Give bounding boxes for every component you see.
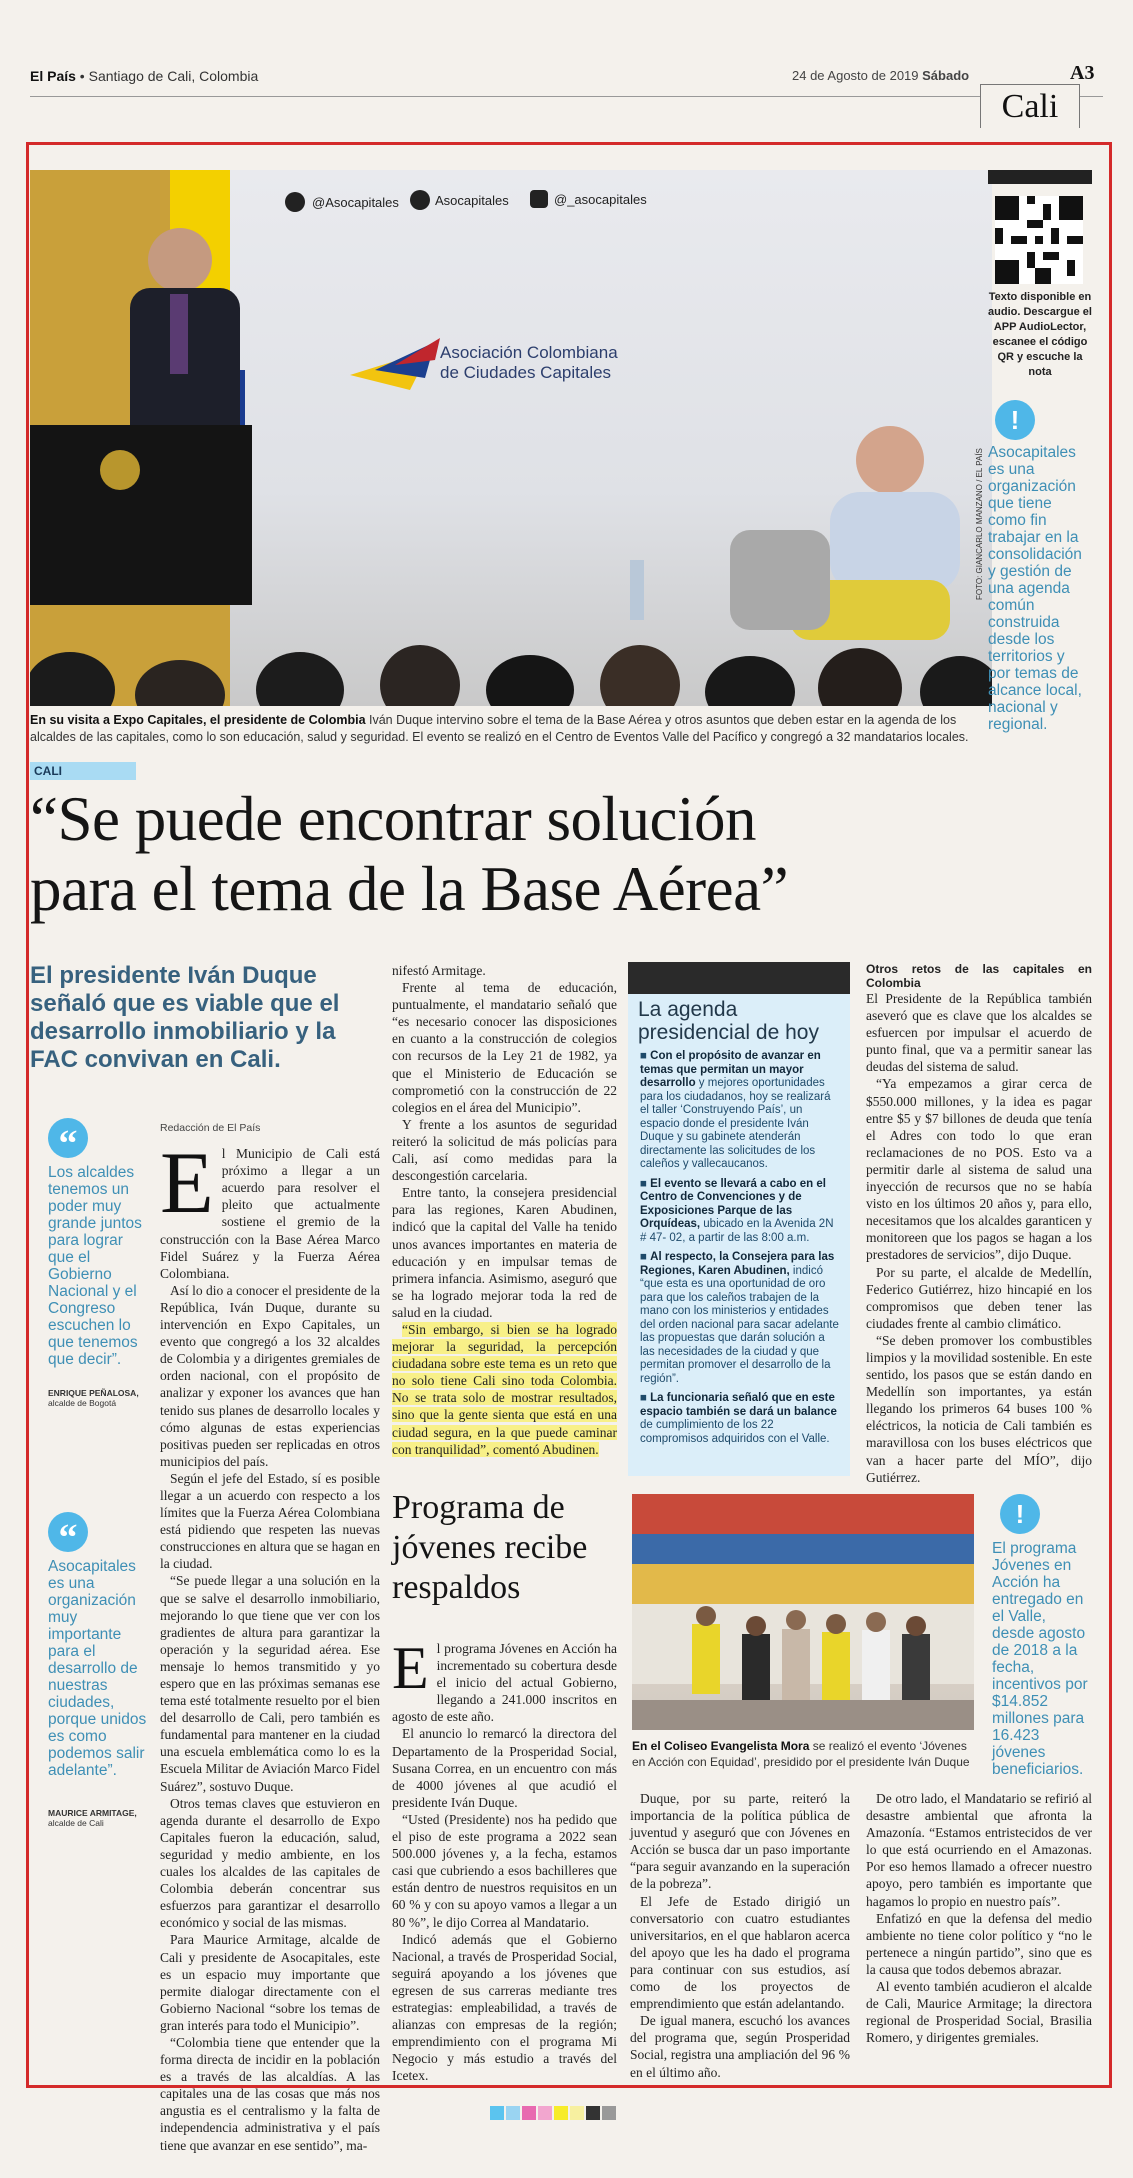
story2-c1-p4: Indicó además que el Gobierno Nacional, a través de Prosperidad Social, seguirá apoyando a los jóvenes que egresen de sus carreras mediante tres estrategias: empleabilidad, a través de alianzas con empresas de la región; emprendimiento con el programa Mi Negocio y más estudio a través del Icetex. [392, 1931, 617, 2084]
agenda-item3-text: indicó “que esta es una oportunidad de oro para que los caleños trabajen de la mano con los ministerios y entidades del orden nacional para sacar adelante las propuestas que darán solución a las necesidades de la ciudad y que permitan promover el desarrollo de la región”. [640, 1264, 839, 1385]
water-bottle [630, 560, 644, 620]
story2-photo-caption [632, 1738, 974, 1770]
publication-date: 24 de Agosto de 2019 [792, 68, 919, 83]
print-color-swatch [554, 2106, 568, 2120]
dropcap: E [160, 1135, 214, 1233]
col2-p1: Frente al tema de educación, puntualmente, el mandatario señaló que “es necesario conocer las disposiciones en cuanto a la construcción de colegios con recursos de la Ley 21 de 1982, ya que el Ministerio de Educación se comprometió con la construcción de 22 colegios en el área del Municipio”. [392, 980, 617, 1115]
quote-armitage-role: alcalde de Cali [48, 1818, 104, 1828]
article-deck: El presidente Iván Duque señaló que es viable que el desarrollo inmobiliario y la FAC convivan en Cali. [30, 962, 340, 1073]
article-column-2 [392, 962, 617, 1458]
story2-c1-p2: El anuncio lo remarcó la directora del Departamento de la Prosperidad Social, Susana Correa, en un encuentro con más de 4000 jóvenes al que acudió el presidente Iván Duque. [392, 1726, 617, 1810]
social-handles [285, 190, 647, 212]
print-color-bar [490, 2106, 616, 2120]
section-kicker: CALI [30, 762, 136, 780]
story2-c1-p3: “Usted (Presidente) nos ha pedido que el piso de este programa a 2022 sean 500.000 jóvenes y, a la fecha, estamos casi que cubriendo a esos bachilleres que están dentro de nuestros requisitos en un 60 % y con su apoyo vamos a llegar a un 80 %”, le dijo Correa al Mandatario. [392, 1811, 617, 1930]
main-photo [30, 170, 992, 706]
agenda-item: ■ Con el propósito de avanzar en temas que permitan un mayor desarrollo y mejores oportunidades para los ciudadanos, hoy se realizará el taller ‘Construyendo País’, un espacio donde el presidente Iván Duque y su gabinete atenderán directamente las solicitudes de los caleños y vallecaucanos. [640, 1050, 831, 1170]
agenda-box [628, 962, 850, 1476]
qr-instructions: Texto disponible en audio. Descargue el APP AudioLector, escanee el código QR y escuche la nota [988, 291, 1092, 378]
quote-armitage-name: MAURICE ARMITAGE, [48, 1808, 137, 1818]
story2-lead [392, 1635, 617, 1725]
right-p1: El Presidente de la República también aseveró que es clave que los alcaldes se esfuercen por impulsar el acuerdo de punto final, que va a permitir sanear las deudas del sistema de salud. [866, 991, 1092, 1075]
publication-weekday: Sábado [922, 68, 970, 83]
asocapitales-logo [350, 338, 618, 390]
col2-p0: nifestó Armitage. [392, 963, 486, 978]
publication-line: El País • Santiago de Cali, Colombia [30, 68, 259, 84]
story2-c2-p1: Duque, por su parte, reiteró la importancia de la política pública de juventud y aseguró que con Jóvenes en Acción se busca dar un paso importante “para seguir avanzando en la superación de la pobreza”. [630, 1791, 850, 1892]
floor [632, 1700, 974, 1730]
print-color-swatch [522, 2106, 536, 2120]
col2-highlight [392, 1321, 617, 1458]
col1-p5: Otros temas claves que estuvieron en agenda durante el desarrollo de Expo Capitales fueron la educación, salud, seguridad y medio ambiente, en los cuales los alcaldes de las capitales de Colombia deberán concentrar sus esfuerzos para garantizar el desarrollo económico y social de las mismas. [160, 1795, 380, 1931]
lead-paragraph [160, 1135, 380, 1282]
byline: Redacción de El País [160, 1122, 261, 1134]
agenda-item3-bold: Al respecto, la Consejera para las Regiones, Karen Abudinen, [640, 1251, 835, 1277]
social-instagram: @_asocapitales [554, 192, 647, 207]
qr-header-bar [988, 170, 1092, 184]
agenda-item1-bold: Con el propósito de avanzar en temas que permitan un mayor desarrollo [640, 1050, 821, 1089]
podium [30, 425, 252, 605]
date-line [792, 68, 969, 83]
story2-c2-p3: De igual manera, escuchó los avances del programa que, según Prosperidad Social, registra una ampliación del 96 % en el último año. [630, 2013, 850, 2080]
agenda-item: ■ El evento se llevará a cabo en el Centro de Convenciones y de Exposiciones Parque de las Orquídeas, ubicado en la Avenida 2N # 47- 02, a partir de las 8:00 a.m. [640, 1177, 834, 1244]
col2-p3: Entre tanto, la consejera presidencial para las regiones, Karen Abudinen, indicó que la capital del Valle ha tenido unos avances importantes en materia de educación y en impulsar temas de primera infancia. Asimismo, aseguró que se ha logrado mejorar toda la red de salud en la ciudad. [392, 1185, 617, 1320]
quote-icon: “ [48, 1512, 88, 1552]
sidebar-subhead: Otros retos de las capitales en Colombia [866, 962, 1092, 990]
jovenes-note: El programa Jóvenes en Acción ha entregado en el Valle, desde agosto de 2018 a la fecha, incentivos por $14.852 millones para 16.423 jóvenes beneficiarios. [992, 1540, 1088, 1778]
highlighted-quote: “Sin embargo, si bien se ha logrado mejorar la seguridad, la percepción ciudadana sobre este tema es un reto que no solo tiene Cali sino toda Colombia. No se trata solo de mostrar resultados, sino que la gente sienta que está en una ciudad segura, en la que puede caminar con tranquilidad”, comentó Abudinen. [392, 1321, 617, 1457]
agenda-item2-bold: El evento se llevará a cabo en el Centro de Convenciones y de Exposiciones Parque de las Orquídeas, [640, 1177, 826, 1230]
podium-seal [100, 450, 140, 490]
article-column-1 [160, 1120, 380, 2154]
qr-code-icon[interactable] [995, 196, 1083, 284]
section-tab: Cali [980, 84, 1080, 128]
main-photo-caption [30, 712, 992, 746]
print-color-swatch [506, 2106, 520, 2120]
info-exclamation-icon: ! [995, 400, 1035, 440]
story2-c3-p3: Al evento también acudieron el alcalde de Cali, Maurice Armitage; la directora regional de Prosperidad Social, Brasilia Romero, y dirigentes gremiales. [866, 1979, 1092, 2046]
page-header [30, 56, 1103, 126]
article-column-right [866, 962, 1092, 1486]
print-color-swatch [490, 2106, 504, 2120]
publication-name: El País [30, 68, 76, 84]
col2-p2: Y frente a los asuntos de seguridad reiteró la solicitud de más policías para Cali, así como medidas para la descongestión carcelaria. [392, 1116, 617, 1184]
col1-p7: “Colombia tiene que entender que la forma directa de incidir en la población es a través de las alcaldías. A las capitales una de las cosas que más nos angustia es el centralismo y la falta de independencia administrativa y el país tiene que avanzar en ese sentido”, ma- [160, 2034, 380, 2153]
asocapitales-note: Asocapitales es una organización que tiene como fin trabajar en la consolidación y gestión de una agenda común construida desde los territorios y por temas de alcance local, nacional y regional. [988, 444, 1082, 733]
bunting-yellow [632, 1564, 974, 1604]
story2-c3-p1: De otro lado, el Mandatario se refirió al desastre ambiental que afronta la Amazonía. “Estamos entristecidos de ver lo que está ocurriendo en el Amazonas. Por eso hemos llamado a ofrecer nuestro apoyo, pero también es importante que hagamos lo propio en nuestro país”. [866, 1791, 1092, 1909]
quote-armitage-attribution [48, 1808, 152, 1828]
quote-penalosa-attribution [48, 1388, 152, 1408]
story2-dropcap: E [392, 1635, 429, 1701]
col1-p4: “Se puede llegar a una solución en la que se salve el desarrollo inmobiliario, mejorando lo que tiene que ver con los gradientes de altura para garantizar la operación y la seguridad aérea. Ese mensaje lo hemos transmitido y yo espero que en las próximas semanas ese tema esté totalmente resuelto por el bien del desarrollo de Cali, pero también es fundamental para mantener en la ciudad una escuela emblemática como lo es la Escuela Militar de Aviación Marco Fidel Suárez”, sostuvo Duque. [160, 1573, 380, 1794]
story2-column-1 [392, 1635, 617, 2084]
print-color-swatch [570, 2106, 584, 2120]
print-color-swatch [602, 2106, 616, 2120]
quote-icon: “ [48, 1118, 88, 1158]
col1-p1: l Municipio de Cali está próximo a llegar a un acuerdo para resolver el pleito que actualmente sostiene el gremio de la construcción con la Base Aérea Marco Fidel Suárez y la Fuerza Aérea Colombiana. [160, 1146, 380, 1281]
info-exclamation-icon: ! [1000, 1494, 1040, 1534]
story2-c1-p1: l programa Jóvenes en Acción ha incrementado su cobertura desde el inicio del actual Gobierno, llegando a 241.000 inscritos en agosto de este año. [392, 1641, 617, 1725]
agenda-item2-text: ubicado en la Avenida 2N # 47- 02, a partir de las 8:00 a.m. [640, 1218, 834, 1244]
banner-line2: de Ciudades Capitales [440, 363, 612, 382]
quote-penalosa-name: ENRIQUE PEÑALOSA, [48, 1388, 139, 1398]
article-headline [30, 784, 1090, 924]
story2-c2-p2: El Jefe de Estado dirigió un conversatorio con cuatro estudiantes universitarios, en el que hablaron acerca del apoyo que les ha dado el programa para continuar con sus estudios, así como de los proyectos de emprendimiento que están adelantando. [630, 1893, 850, 2012]
right-p4: “Se deben promover los combustibles limpios y la movilidad sostenible. En este sentido, los pasos que se están dando en Medellín son importantes, ya están llegando los primeros 64 buses 100 % eléctricos, la noticia de Cali también es maravillosa con los buses eléctricos que van a hacer parte del MÍO”, dijo Gutiérrez. [866, 1332, 1092, 1485]
story2-column-3 [866, 1790, 1092, 2046]
story2-photo [632, 1494, 974, 1730]
quote-penalosa-text: Los alcaldes tenemos un poder muy grande juntos para lograr que el Gobierno Nacional y el Congreso escuchen lo que tenemos que decir”. [48, 1164, 142, 1368]
col1-p3: Según el jefe del Estado, sí es posible llegar a un acuerdo con respecto a los límites que la Fuerza Aérea Colombiana está pidiendo que respeten las nuevas construcciones en altura que se hagan en la ciudad. [160, 1470, 380, 1572]
right-p3: Por su parte, el alcalde de Medellín, Federico Gutiérrez, hizo hincapié en los compromisos que deben tener las ciudades frente al cambio climático. [866, 1264, 1092, 1331]
story2-headline: Programa de jóvenes recibe respaldos [392, 1489, 588, 1606]
agenda-item4-bold: La funcionaria señaló que en este espacio también se dará un balance [640, 1392, 837, 1418]
page-number: A3 [1070, 62, 1095, 84]
seated-figure [730, 426, 960, 640]
agenda-title: La agenda presidencial de hoy [638, 998, 819, 1044]
col1-p2: Así lo dio a conocer el presidente de la República, Iván Duque, durante su intervención en Expo Capitales, un evento que congregó a los 32 alcaldes de Colombia y a dirigentes gremiales de orden nacional, con el propósito de analizar y exponer los avances que han tenido sus planes de desarrollo locales y cómo algunas de estas experiencias positivas pueden ser replicadas en otros municipios del país. [160, 1282, 380, 1469]
story2-caption-text: se realizó el evento ‘Jóvenes en Acción con Equidad’, presidido por el presidente Iván Duque [632, 1739, 970, 1769]
story2-caption-bold: En el Coliseo Evangelista Mora [632, 1739, 810, 1753]
headline-line1: “Se puede encontrar solución [30, 784, 756, 854]
caption-bold: En su visita a Expo Capitales, el presidente de Colombia [30, 713, 366, 727]
right-p2: “Ya empezamos a girar cerca de $550.000 millones, y la idea es pagar entre $5 y $7 billones de deuda que tenía el Adres con todo lo que eran reclamaciones de no POS. Esto va a permitir darle al sistema de salud una inyección de recursos que no se había visto en los últimos 20 años y, para ello, necesitamos que los alcaldes garanticen y monitoreen que los pagos se hagan a los prestadores de servicios”, dijo Duque. [866, 1076, 1092, 1263]
agenda-item: ■ Al respecto, la Consejera para las Regiones, Karen Abudinen, indicó “que esta es una oportunidad de oro para que los caleños trabajen de la mano con los ministerios y entidades del orden nacional para sacar adelante las propuestas que darán solución a las necesidades de la ciudad y que permitan promover el desarrollo de la región”. [640, 1251, 839, 1385]
agenda-header-bar [628, 962, 850, 994]
agenda-item: ■ La funcionaria señaló que en este espacio también se dará un balance de cumplimiento de los 22 compromisos adquiridos con el Valle. [640, 1392, 837, 1445]
caption-text: Iván Duque intervino sobre el tema de la Base Aérea y otros asuntos que deben estar en la agenda de los alcaldes de las capitales, como lo son educación, salud y seguridad. El evento se realizó en el Centro de Eventos Valle del Pacífico y congregó a 32 mandatarios locales. [30, 713, 969, 744]
photo-credit: FOTO: GIANCARLO MANZANO / EL PAÍS [975, 448, 984, 600]
agenda-item1-text: y mejores oportunidades para los ciudadanos, hoy se realizará el taller ‘Construyendo País’, un espacio donde el presidente Iván Duque y su gabinete atenderán directamente las solicitudes de los caleños y vallecaucanos. [640, 1077, 831, 1170]
header-rule [30, 96, 1103, 97]
quote-armitage-text: Asocapitales es una organización muy importante para el desarrollo de nuestras ciudades, porque unidos es como podemos salir adelante”. [48, 1558, 147, 1779]
col1-p6: Para Maurice Armitage, alcalde de Cali y presidente de Asocapitales, este es un espacio muy importante que permite dialogar directamente con el Gobierno Nacional “sobre los temas de gran interés para todo el Municipio”. [160, 1932, 380, 2033]
story2-photo-scene [632, 1494, 974, 1730]
agenda-item4-text: de cumplimiento de los 22 compromisos adquiridos con el Valle. [640, 1419, 830, 1445]
publication-location: Santiago de Cali, Colombia [88, 68, 259, 84]
print-color-swatch [586, 2106, 600, 2120]
social-twitter: @Asocapitales [312, 195, 399, 210]
story2-c3-p2: Enfatizó en que la defensa del medio ambiente no tiene color político y “no le pertenece a ningún partido”, sino que es la causa que todos debemos abrazar. [866, 1910, 1092, 1977]
headline-line2: para el tema de la Base Aérea” [30, 854, 789, 924]
social-facebook: Asocapitales [435, 193, 509, 208]
print-color-swatch [538, 2106, 552, 2120]
story2-column-2 [630, 1790, 850, 2081]
banner-line1: Asociación Colombiana [440, 343, 618, 362]
main-photo-scene [30, 170, 992, 706]
quote-penalosa-role: alcalde de Bogotá [48, 1398, 117, 1408]
